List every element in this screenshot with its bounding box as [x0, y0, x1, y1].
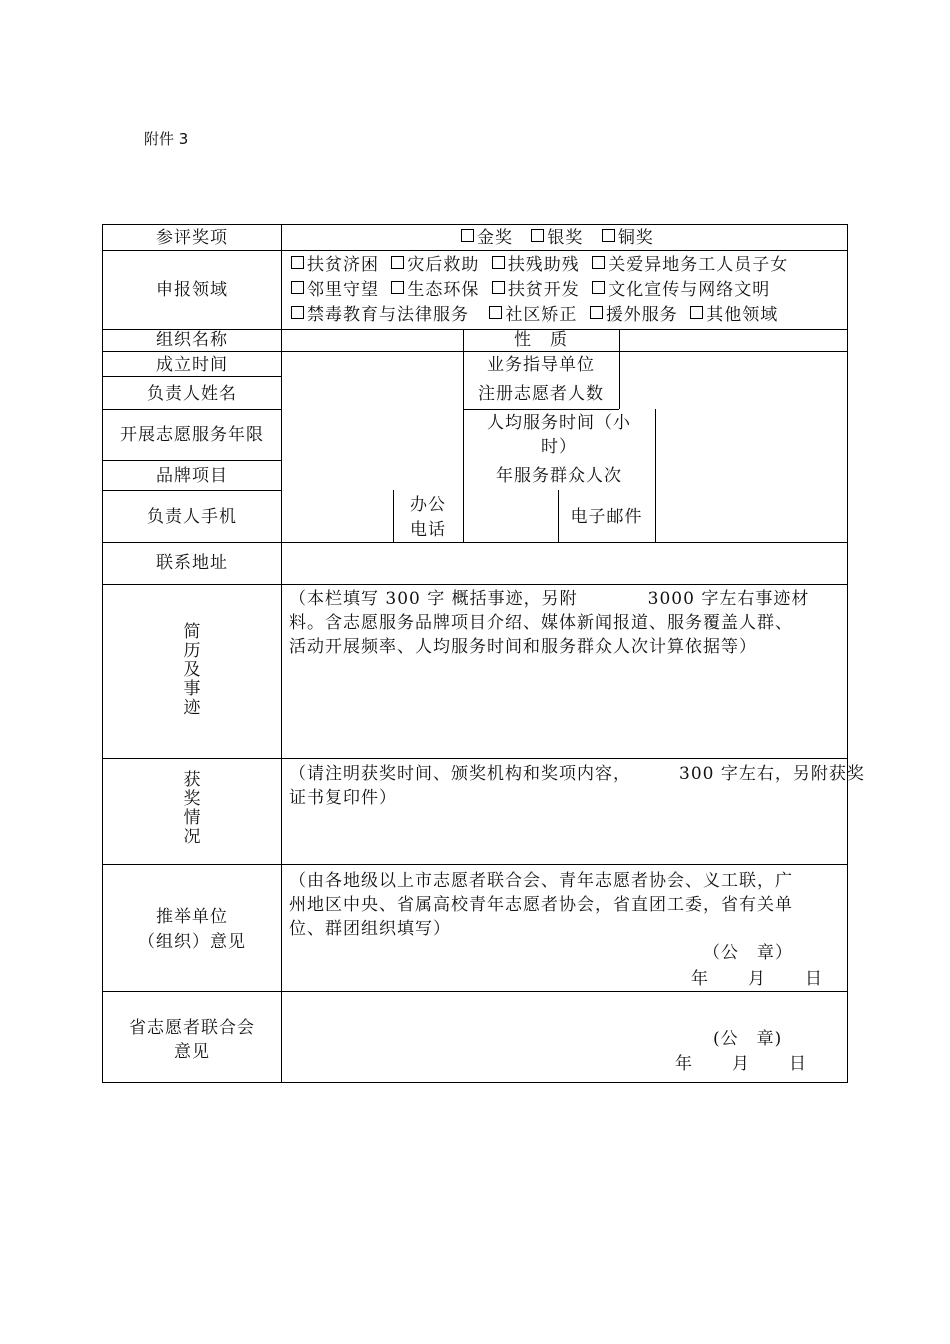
row-divider — [103, 409, 281, 410]
label-column-divider — [281, 225, 282, 1082]
checkbox-icon — [492, 256, 505, 269]
domain-option[interactable]: 邻里守望 — [291, 280, 379, 300]
domain-options-row-2 — [291, 280, 770, 300]
recommend-label-cont: （组织）意见 — [138, 932, 246, 952]
leader-name-label: 负责人姓名 — [147, 384, 237, 404]
domain-option[interactable]: 社区矫正 — [489, 305, 577, 325]
checkbox-icon — [690, 306, 703, 319]
brand-project-label: 品牌项目 — [156, 466, 228, 486]
award-option-gold[interactable]: 金奖 — [461, 228, 513, 248]
row-divider — [103, 542, 847, 543]
award-label: 参评奖项 — [156, 228, 228, 248]
checkbox-icon — [391, 256, 404, 269]
recommend-hint: （由各地级以上市志愿者联合会、青年志愿者协会、义工联，广 州地区中央、省属高校青年志愿者协会，省直团工委，省有关单 位、群团组织填写） — [289, 871, 793, 939]
checkbox-icon — [461, 229, 474, 242]
awards-hint: （请注明获奖时间、颁奖机构和奖项内容， 300 字左右，另附获奖 证书复印件） — [289, 764, 865, 808]
domain-option[interactable]: 灾后救助 — [391, 255, 479, 275]
email-label: 电子邮件 — [570, 507, 643, 527]
domain-option[interactable]: 扶贫济困 — [291, 255, 379, 275]
seal-placeholder: (公 章) — [713, 1029, 783, 1049]
avg-hours-label: 人均服务时间（小 — [487, 413, 631, 433]
checkbox-icon — [592, 256, 605, 269]
avg-hours-label-cont: 时） — [541, 437, 577, 457]
awards-label: 获 奖 情 况 — [183, 770, 201, 847]
founded-label: 成立时间 — [156, 355, 228, 375]
domain-option[interactable]: 援外服务 — [590, 305, 678, 325]
address-label: 联系地址 — [156, 553, 228, 573]
registered-volunteers-label: 注册志愿者人数 — [478, 384, 604, 404]
annual-served-label: 年服务群众人次 — [496, 466, 622, 486]
column-divider — [619, 329, 620, 409]
guide-unit-label: 业务指导单位 — [487, 355, 595, 375]
checkbox-icon — [391, 281, 404, 294]
service-years-label: 开展志愿服务年限 — [120, 425, 264, 445]
attachment-label: 附件 3 — [144, 130, 189, 148]
domain-options-row-3 — [291, 305, 778, 325]
checkbox-icon — [602, 229, 615, 242]
domain-option[interactable]: 其他领域 — [690, 305, 778, 325]
nature-label: 性 质 — [514, 330, 568, 350]
seal-placeholder: （公 章） — [703, 943, 793, 963]
resume-hint: （本栏填写 300 字 概括事迹，另附 3000 字左右事迹材 料。含志愿服务品牌项目介绍、媒体新闻报道、服务覆盖人群、 活动开展频率、人均服务时间和服务群众人次计算依据等） — [289, 589, 810, 657]
application-form-table — [102, 224, 865, 1083]
checkbox-icon — [531, 229, 544, 242]
provincial-opinion-label-cont: 意见 — [174, 1042, 210, 1062]
date-placeholder: 年 月 日 — [691, 969, 824, 989]
org-name-label: 组织名称 — [156, 330, 228, 350]
domain-options-row-1 — [291, 255, 788, 275]
checkbox-icon — [590, 306, 603, 319]
checkbox-icon — [291, 306, 304, 319]
provincial-opinion-label: 省志愿者联合会 — [129, 1018, 255, 1038]
row-divider — [103, 376, 281, 377]
award-options — [461, 228, 666, 248]
domain-option[interactable]: 扶贫开发 — [492, 280, 580, 300]
row-divider — [103, 250, 847, 251]
checkbox-icon — [291, 256, 304, 269]
resume-label: 简 历 及 事 迹 — [183, 622, 201, 718]
row-divider — [103, 351, 847, 352]
row-divider — [463, 409, 619, 410]
domain-option[interactable]: 文化宣传与网络文明 — [592, 280, 770, 300]
row-divider — [103, 991, 847, 992]
office-phone-label-cont: 电话 — [410, 520, 446, 540]
checkbox-icon — [291, 281, 304, 294]
domain-option[interactable]: 禁毒教育与法律服务 — [291, 305, 469, 325]
row-divider — [103, 864, 847, 865]
domain-option[interactable]: 关爱异地务工人员子女 — [592, 255, 788, 275]
column-divider — [655, 409, 656, 542]
checkbox-icon — [492, 281, 505, 294]
row-divider — [103, 758, 847, 759]
leader-mobile-label: 负责人手机 — [147, 507, 237, 527]
checkbox-icon — [489, 306, 502, 319]
domain-label: 申报领域 — [156, 280, 228, 300]
checkbox-icon — [592, 281, 605, 294]
domain-option[interactable]: 生态环保 — [391, 280, 479, 300]
row-divider — [103, 490, 281, 491]
row-divider — [103, 584, 847, 585]
office-phone-label: 办公 — [410, 495, 446, 515]
award-option-bronze[interactable]: 铜奖 — [602, 228, 654, 248]
row-divider — [103, 460, 281, 461]
date-placeholder: 年 月 日 — [675, 1054, 808, 1074]
recommend-label: 推举单位 — [156, 907, 228, 927]
domain-option[interactable]: 扶残助残 — [492, 255, 580, 275]
award-option-silver[interactable]: 银奖 — [531, 228, 583, 248]
